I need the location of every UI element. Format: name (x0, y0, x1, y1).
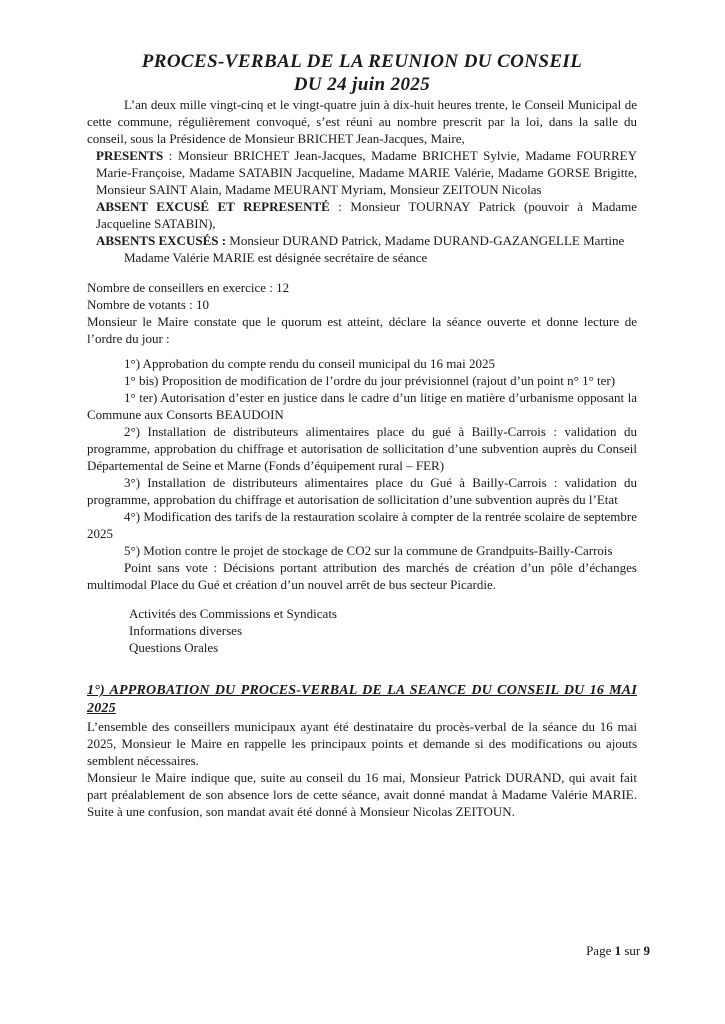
absent-represente-separator: : (329, 199, 351, 214)
presents-names: Monsieur BRICHET Jean-Jacques, Madame BRICHET Sylvie, Madame FOURREY Marie-Françoise, Madame SATABIN Jacqueline, Madame MARIE Valérie, Madame GORSE Brigitte, Monsieur SAINT Alain, Madame MEURANT Myriam, Monsieur ZEITOUN Nicolas (96, 148, 637, 197)
activities-block (87, 605, 637, 656)
section1-heading: 1°) APPROBATION DU PROCES-VERBAL DE LA SEANCE DU CONSEIL DU 16 MAI 2025 (87, 683, 637, 716)
absents-excuses-names: Monsieur DURAND Patrick, Madame DURAND-GAZANGELLE Martine (229, 233, 625, 248)
section1-paragraph-2: Monsieur le Maire indique que, suite au conseil du 16 mai, Monsieur Patrick DURAND, qui avait fait part préalablement de son absence lors de cette séance, avait donné mandat à Madame Valérie MARIE. Suite à une confusion, son mandat avait été donné à Monsieur Nicolas ZEITOUN. (87, 770, 637, 819)
page-title-line1: PROCES-VERBAL DE LA REUNION DU CONSEIL (141, 51, 583, 72)
agenda-item-1ter: 1° ter) Autorisation d’ester en justice dans le cadre d’un litige en matière d’urbanisme opposant la Commune aux Consorts BEAUDOIN (87, 390, 637, 422)
activity-informations: Informations diverses (129, 623, 243, 638)
counts-block (87, 279, 637, 313)
counts-conseillers: Nombre de conseillers en exercice : 12 (87, 280, 290, 295)
agenda-item-3: 3°) Installation de distributeurs alimentaires place du Gué à Bailly-Carrois : validation du programme, approbation du chiffrage et autorisation de sollicitation d’une subvention auprès du l’Etat (87, 475, 637, 507)
section1-paragraph-1: L’ensemble des conseillers municipaux ayant été destinataire du procès-verbal de la séance du 16 mai 2025, Monsieur le Maire en rappelle les principaux points et demande si des modifications ou ajouts semblent nécessaires. (87, 719, 637, 768)
presents-paragraph (87, 147, 637, 198)
intro-paragraph: L’an deux mille vingt-cinq et le vingt-quatre juin à dix-huit heures trente, le Conseil Municipal de cette commune, régulièrement convoqué, s’est réuni au nombre prescrit par la loi, dans la salle du conseil, sous la Présidence de Monsieur BRICHET Jean-Jacques, Maire, (87, 97, 637, 146)
quorum-paragraph: Monsieur le Maire constate que le quorum est atteint, déclare la séance ouverte et donne lecture de l’ordre du jour : (87, 314, 637, 346)
absents-excuses-label: ABSENTS EXCUSÉS : (96, 233, 227, 248)
activity-commissions: Activités des Commissions et Syndicats (129, 606, 337, 621)
counts-votants: Nombre de votants : 10 (87, 297, 210, 312)
agenda-item-5: 5°) Motion contre le projet de stockage de CO2 sur la commune de Grandpuits-Bailly-Carrois (124, 543, 613, 558)
agenda-item-4: 4°) Modification des tarifs de la restauration scolaire à compter de la rentrée scolaire de septembre 2025 (87, 509, 637, 541)
agenda-item-1bis: 1° bis) Proposition de modification de l’ordre du jour prévisionnel (rajout d’un point n° 1° ter) (124, 373, 616, 388)
agenda-list (87, 355, 637, 559)
footer-page-number: 1 (614, 943, 622, 958)
absents-excuses-paragraph (87, 232, 637, 249)
absent-represente-names: Monsieur TOURNAY Patrick (pouvoir à Madame Jacqueline SATABIN), (96, 199, 637, 231)
page-title-line2: DU 24 juin 2025 (293, 74, 431, 95)
activity-questions: Questions Orales (129, 640, 219, 655)
presents-separator: : (163, 148, 179, 163)
page-title (87, 50, 637, 96)
point-sans-vote-paragraph: Point sans vote : Décisions portant attribution des marchés de création d’un pôle d’échanges multimodal Place du Gué et création d’un nouvel arrêt de bus secteur Picardie. (87, 560, 637, 592)
page-footer (586, 942, 650, 959)
absent-represente-paragraph (87, 198, 637, 232)
footer-total-pages: 9 (643, 943, 650, 958)
footer-page-label: Page (586, 943, 615, 958)
secretary-line: Madame Valérie MARIE est désignée secrétaire de séance (124, 250, 428, 265)
agenda-item-1: 1°) Approbation du compte rendu du conseil municipal du 16 mai 2025 (124, 356, 495, 371)
absent-represente-label: ABSENT EXCUSÉ ET REPRESENTÉ (96, 199, 330, 214)
presents-label: PRESENTS (96, 148, 164, 163)
footer-sur-label: sur (621, 943, 644, 958)
agenda-item-2: 2°) Installation de distributeurs alimentaires place du gué à Bailly-Carrois : validation du programme, approbation du chiffrage et autorisation de sollicitation d’une subvention auprès du Conseil Départemental de Seine et Marne (Fonds d’équipement rural – FER) (87, 424, 637, 473)
